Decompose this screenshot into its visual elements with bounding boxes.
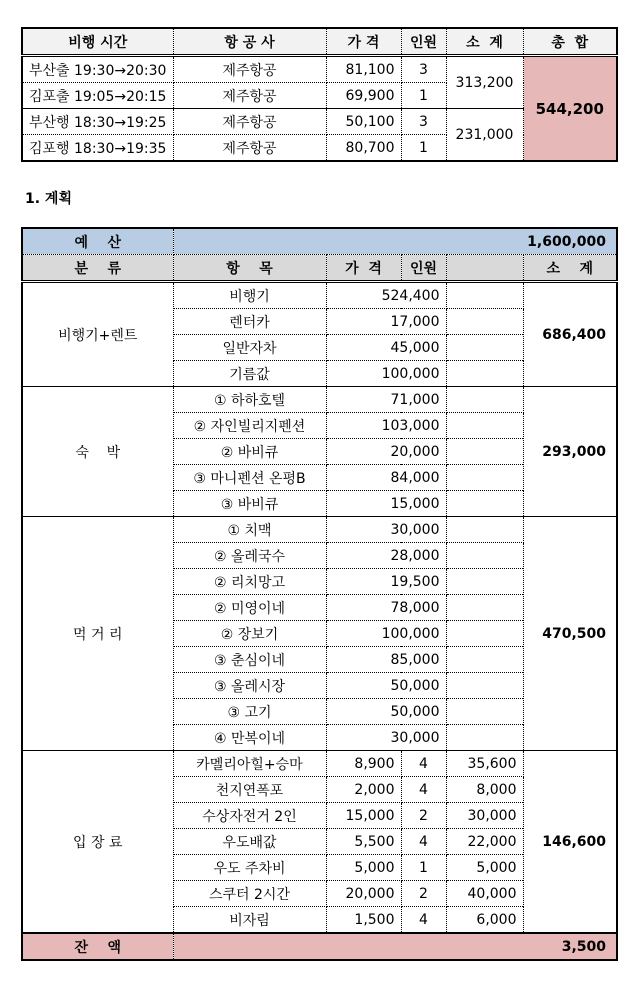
header-flight-time: 비행 시간 <box>22 28 173 56</box>
item-amount: 35,600 <box>446 751 523 777</box>
empty-cell <box>446 282 523 309</box>
flight-table <box>21 27 618 162</box>
header-item: 항 목 <box>173 255 326 282</box>
empty-cell <box>446 491 523 517</box>
flight-price: 69,900 <box>326 83 401 109</box>
empty-cell <box>446 517 523 543</box>
flight-total: 544,200 <box>523 56 617 162</box>
empty-cell <box>446 673 523 699</box>
item-price: 30,000 <box>326 725 446 751</box>
budget-row <box>22 228 617 255</box>
item-people: 4 <box>401 907 446 934</box>
flight-row <box>22 56 617 83</box>
empty-cell <box>446 361 523 387</box>
empty-cell <box>446 647 523 673</box>
item-name: ② 바비큐 <box>173 439 326 465</box>
item-price: 1,500 <box>326 907 401 934</box>
item-price: 19,500 <box>326 569 446 595</box>
item-amount: 40,000 <box>446 881 523 907</box>
flight-airline: 제주항공 <box>173 56 326 83</box>
item-price: 2,000 <box>326 777 401 803</box>
empty-cell <box>446 725 523 751</box>
plan-table <box>21 227 618 961</box>
item-price: 100,000 <box>326 621 446 647</box>
balance-value: 3,500 <box>173 933 617 960</box>
flight-time: 부산출 19:30→20:30 <box>22 56 173 83</box>
flight-subtotal-return: 231,000 <box>446 109 523 162</box>
flight-price: 80,700 <box>326 135 401 162</box>
header-airline: 항 공 사 <box>173 28 326 56</box>
plan-row <box>22 517 617 543</box>
item-price: 103,000 <box>326 413 446 439</box>
item-name: ② 장보기 <box>173 621 326 647</box>
item-name: ② 자인빌리지펜션 <box>173 413 326 439</box>
category-food: 먹 거 리 <box>22 517 173 751</box>
empty-cell <box>446 569 523 595</box>
item-price: 100,000 <box>326 361 446 387</box>
section-title: 1. 계획 <box>25 191 72 207</box>
flight-people: 3 <box>401 56 446 83</box>
item-name: ① 하하호텔 <box>173 387 326 413</box>
item-amount: 5,000 <box>446 855 523 881</box>
item-price: 8,900 <box>326 751 401 777</box>
item-name: 기름값 <box>173 361 326 387</box>
empty-cell <box>446 699 523 725</box>
item-name: ③ 올레시장 <box>173 673 326 699</box>
item-price: 50,000 <box>326 699 446 725</box>
flight-people: 1 <box>401 135 446 162</box>
header-category: 분 류 <box>22 255 173 282</box>
subtotal-flight-rent: 686,400 <box>523 282 617 387</box>
item-people: 2 <box>401 803 446 829</box>
empty-cell <box>446 465 523 491</box>
item-price: 50,000 <box>326 673 446 699</box>
item-price: 5,000 <box>326 855 401 881</box>
item-name: 수상자전거 2인 <box>173 803 326 829</box>
flight-time: 김포출 19:05→20:15 <box>22 83 173 109</box>
item-name: 비자림 <box>173 907 326 934</box>
item-name: 일반자차 <box>173 335 326 361</box>
item-price: 15,000 <box>326 491 446 517</box>
item-name: ③ 고기 <box>173 699 326 725</box>
item-price: 30,000 <box>326 517 446 543</box>
item-price: 20,000 <box>326 439 446 465</box>
item-name: ② 올레국수 <box>173 543 326 569</box>
empty-cell <box>446 621 523 647</box>
header-subtotal: 소 계 <box>446 28 523 56</box>
item-name: 우도 주차비 <box>173 855 326 881</box>
item-name: ③ 바비큐 <box>173 491 326 517</box>
header-people: 인원 <box>401 255 446 282</box>
header-blank <box>446 255 523 282</box>
item-price: 45,000 <box>326 335 446 361</box>
flight-people: 1 <box>401 83 446 109</box>
item-name: ② 미영이네 <box>173 595 326 621</box>
item-amount: 22,000 <box>446 829 523 855</box>
item-people: 2 <box>401 881 446 907</box>
balance-row <box>22 933 617 960</box>
item-price: 28,000 <box>326 543 446 569</box>
item-amount: 30,000 <box>446 803 523 829</box>
empty-cell <box>446 439 523 465</box>
plan-row <box>22 282 617 309</box>
subtotal-admission: 146,600 <box>523 751 617 934</box>
item-people: 4 <box>401 751 446 777</box>
flight-header-row <box>22 28 617 56</box>
item-name: ③ 춘심이네 <box>173 647 326 673</box>
empty-cell <box>446 335 523 361</box>
budget-value: 1,600,000 <box>173 228 617 255</box>
subtotal-food: 470,500 <box>523 517 617 751</box>
item-name: 우도배값 <box>173 829 326 855</box>
flight-price: 50,100 <box>326 109 401 135</box>
item-price: 78,000 <box>326 595 446 621</box>
item-price: 20,000 <box>326 881 401 907</box>
plan-row <box>22 387 617 413</box>
empty-cell <box>446 595 523 621</box>
header-price: 가 격 <box>326 28 401 56</box>
item-amount: 8,000 <box>446 777 523 803</box>
plan-row <box>22 751 617 777</box>
item-name: 비행기 <box>173 282 326 309</box>
header-subtotal: 소 계 <box>523 255 617 282</box>
empty-cell <box>446 543 523 569</box>
flight-airline: 제주항공 <box>173 135 326 162</box>
item-price: 84,000 <box>326 465 446 491</box>
item-name: 카멜리아힐+승마 <box>173 751 326 777</box>
budget-label: 예 산 <box>22 228 173 255</box>
item-name: 렌터카 <box>173 309 326 335</box>
item-people: 4 <box>401 829 446 855</box>
item-name: ② 리치망고 <box>173 569 326 595</box>
flight-subtotal-outbound: 313,200 <box>446 56 523 109</box>
category-lodging: 숙 박 <box>22 387 173 517</box>
balance-label: 잔 액 <box>22 933 173 960</box>
item-name: ① 치맥 <box>173 517 326 543</box>
header-total: 총 합 <box>523 28 617 56</box>
flight-airline: 제주항공 <box>173 83 326 109</box>
empty-cell <box>446 387 523 413</box>
item-name: 스쿠터 2시간 <box>173 881 326 907</box>
flight-price: 81,100 <box>326 56 401 83</box>
item-price: 524,400 <box>326 282 446 309</box>
empty-cell <box>446 309 523 335</box>
header-price: 가 격 <box>326 255 401 282</box>
item-name: 천지연폭포 <box>173 777 326 803</box>
header-people: 인원 <box>401 28 446 56</box>
item-name: ④ 만복이네 <box>173 725 326 751</box>
item-amount: 6,000 <box>446 907 523 934</box>
flight-time: 김포행 18:30→19:35 <box>22 135 173 162</box>
item-price: 85,000 <box>326 647 446 673</box>
category-admission: 입 장 료 <box>22 751 173 934</box>
category-flight-rent: 비행기+렌트 <box>22 282 173 387</box>
item-people: 4 <box>401 777 446 803</box>
item-price: 17,000 <box>326 309 446 335</box>
flight-airline: 제주항공 <box>173 109 326 135</box>
plan-header-row <box>22 255 617 282</box>
item-people: 1 <box>401 855 446 881</box>
item-name: ③ 마니펜션 온평B <box>173 465 326 491</box>
item-price: 15,000 <box>326 803 401 829</box>
subtotal-lodging: 293,000 <box>523 387 617 517</box>
item-price: 71,000 <box>326 387 446 413</box>
empty-cell <box>446 413 523 439</box>
flight-people: 3 <box>401 109 446 135</box>
flight-time: 부산행 18:30→19:25 <box>22 109 173 135</box>
item-price: 5,500 <box>326 829 401 855</box>
